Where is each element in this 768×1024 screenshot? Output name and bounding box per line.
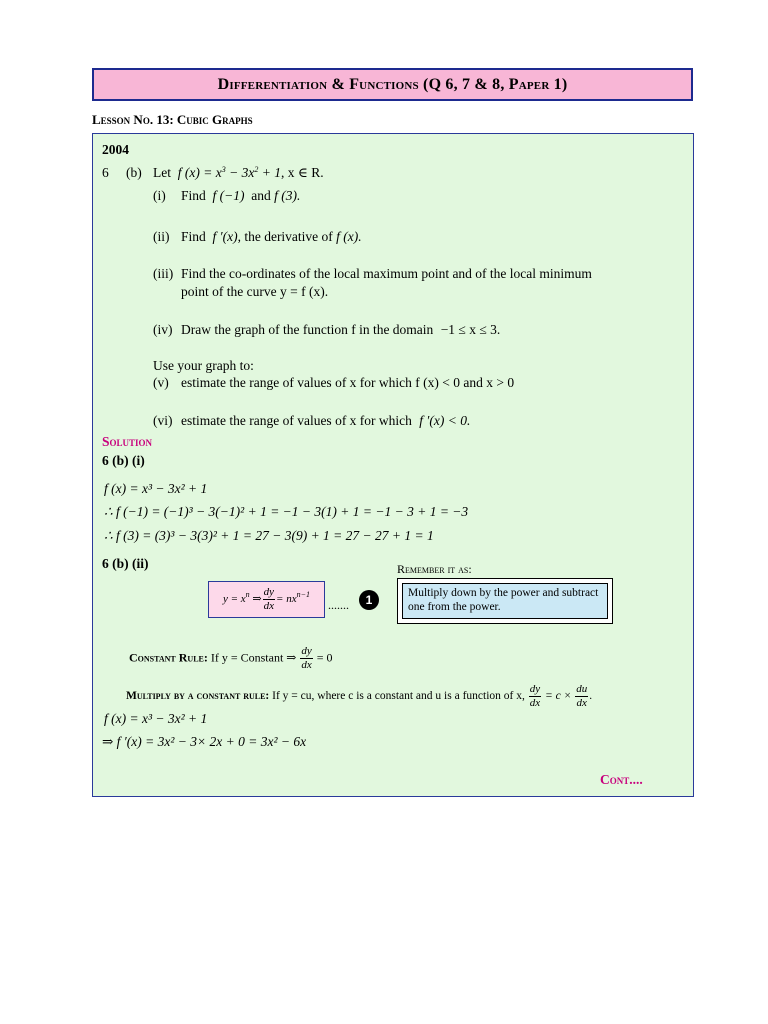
solution-part-i-heading: 6 (b) (i) xyxy=(102,453,145,468)
part-i-find: Find xyxy=(181,188,206,203)
part-iv-range: −1 ≤ x ≤ 3. xyxy=(440,322,501,337)
part-ii-f-prime: f ′(x) xyxy=(209,229,238,244)
part-ii-f-x: f (x). xyxy=(336,229,362,244)
solution-eq-3: ∴ f (3) = (3)³ − 3(3)² + 1 = 27 − 3(9) + 1 = 27 − 27 + 1 = 1 xyxy=(104,528,434,543)
dots-leader: ....... xyxy=(328,598,349,612)
constant-rule-label: Constant Rule: xyxy=(129,650,208,665)
use-graph-text: Use your graph to: xyxy=(153,358,254,373)
solution-heading: Solution xyxy=(102,434,153,449)
constant-rule-fraction: $\frac{dy}{dx}$ xyxy=(301,645,312,671)
part-i-text xyxy=(181,189,300,203)
part-ii-mid: , the derivative of xyxy=(237,229,333,244)
solution-eq-1: f (x) = x³ − 3x² + 1 xyxy=(104,481,208,496)
question-part: (b) xyxy=(126,165,142,180)
page-title: Differentiation & Functions (Q 6, 7 & 8, Paper 1) xyxy=(217,75,568,93)
part-i-label: (i) xyxy=(153,188,166,203)
remember-text: Multiply down by the power and subtract one from the power. xyxy=(402,583,608,619)
power-rule-box xyxy=(208,581,325,618)
equation-number-badge: 1 xyxy=(359,590,379,610)
part-v-text: estimate the range of values of x for which f (x) < 0 and x > 0 xyxy=(181,375,515,390)
part-v-label: (v) xyxy=(153,375,169,390)
solution-eq-4: f (x) = x³ − 3x² + 1 xyxy=(104,711,208,726)
solution-eq-5: ⇒ f ′(x) = 3x² − 3× 2x + 0 = 3x² − 6x xyxy=(102,734,307,749)
multiply-rule-label: Multiply by a constant rule: xyxy=(126,690,270,703)
part-iv-body: Draw the graph of the function f in the domain xyxy=(181,322,434,337)
domain-text: , x ∈ R. xyxy=(280,165,324,180)
part-iii-line2: point of the curve y = f (x). xyxy=(181,284,329,299)
part-vi-label: (vi) xyxy=(153,413,173,428)
part-vi-text xyxy=(181,414,470,428)
multiply-rule xyxy=(126,684,592,709)
continued-note: Cont.... xyxy=(600,772,643,787)
part-ii-text xyxy=(181,230,362,244)
part-i-f-minus-1: f (−1) xyxy=(209,188,248,203)
solution-eq-2: ∴ f (−1) = (−1)³ − 3(−1)² + 1 = −1 − 3(1) + 1 = −1 − 3 + 1 = −3 xyxy=(104,504,469,519)
constant-rule-result: = 0 xyxy=(316,650,333,665)
multiply-rule-text: If y = cu, where c is a constant and u is a function of x, xyxy=(272,690,525,703)
function-definition: f $(x) = x^3 - 3x^2 + 1$ xyxy=(174,165,281,180)
let-word: Let xyxy=(153,165,171,180)
multiply-rule-period: . xyxy=(589,690,593,703)
part-vi-body: estimate the range of values of x for which xyxy=(181,413,412,428)
question-stem xyxy=(153,166,324,180)
part-ii-label: (ii) xyxy=(153,229,170,244)
multiply-rule-du-dx: $\frac{du}{dx}$ xyxy=(576,683,588,709)
multiply-rule-c: = c × xyxy=(544,690,572,703)
solution-part-ii-heading: 6 (b) (ii) xyxy=(102,556,149,571)
multiply-rule-dy-dx: $\frac{dy}{dx}$ xyxy=(529,683,541,709)
lesson-heading: Lesson No. 13: Cubic Graphs xyxy=(92,112,253,127)
part-iii-label: (iii) xyxy=(153,266,174,281)
part-iv-text xyxy=(181,323,500,337)
part-ii-find: Find xyxy=(181,229,206,244)
question-number: 6 xyxy=(102,165,109,180)
part-iv-label: (iv) xyxy=(153,322,173,337)
page-title-bar xyxy=(92,68,693,101)
constant-rule xyxy=(129,646,333,671)
content-box xyxy=(92,133,694,797)
remember-box xyxy=(397,578,613,624)
part-i-f-3: f (3). xyxy=(274,188,301,203)
part-i-and: and xyxy=(251,188,271,203)
remember-label: Remember it as: xyxy=(397,562,472,576)
part-iii-line1: Find the co-ordinates of the local maximum point and of the local minimum xyxy=(181,266,592,281)
question-year: 2004 xyxy=(102,142,129,157)
constant-rule-text: If y = Constant ⇒ xyxy=(210,650,297,665)
part-vi-expr: f ′(x) < 0. xyxy=(419,413,471,428)
power-rule-formula: $y = x^n$ ⇒ $\frac{dy}{dx}$ = $nx^{n-1}$ xyxy=(222,586,310,612)
